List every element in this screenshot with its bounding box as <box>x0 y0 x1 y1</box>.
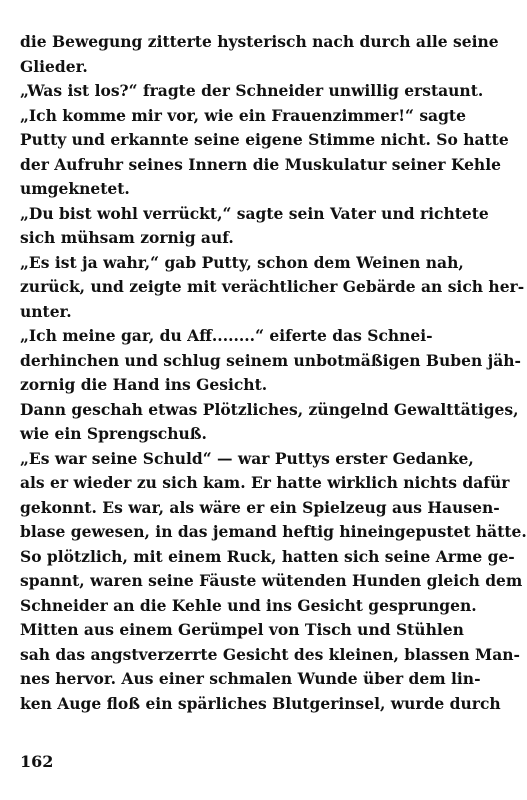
text-line: derhinchen und schlug seinem unbotmäßigen Buben jäh- <box>20 350 521 370</box>
text-line: umgeknetet. <box>20 179 130 198</box>
text-line: gekonnt. Es war, als wäre er ein Spielzeug aus Hausen- <box>20 497 500 517</box>
text-line: als er wieder zu sich kam. Er hatte wirklich nichts dafür <box>20 473 510 492</box>
text-line: Mitten aus einem Gerümpel von Tisch und Stühlen <box>20 620 464 639</box>
text-line: sah das angstverzerrte Gesicht des kleinen, blassen Man- <box>20 644 520 664</box>
text-line: zornig die Hand ins Gesicht. <box>20 375 268 394</box>
text-line: blase gewesen, in das jemand heftig hineingepustet hätte. <box>20 522 527 541</box>
text-line: Dann geschah etwas Plötzliches, züngelnd Gewalttätiges, <box>20 399 519 419</box>
body-text <box>20 30 527 716</box>
text-line: „Ich meine gar, du Aff........“ eiferte das Schnei- <box>20 326 433 345</box>
text-line: „Was ist los?“ fragte der Schneider unwillig erstaunt. <box>20 81 484 100</box>
text-line: wie ein Sprengschuß. <box>20 424 207 443</box>
text-line: unter. <box>20 301 72 321</box>
text-line: ken Auge floß ein spärliches Blutgerinsel, wurde durch <box>20 693 501 713</box>
text-line: „Du bist wohl verrückt,“ sagte sein Vater und richtete <box>20 203 489 223</box>
text-line: Schneider an die Kehle und ins Gesicht gesprungen. <box>20 595 477 615</box>
text-line: spannt, waren seine Fäuste wütenden Hunden gleich dem <box>20 571 523 590</box>
text-line: nes hervor. Aus einer schmalen Wunde über dem lin- <box>20 669 481 688</box>
text-line: Glieder. <box>20 56 88 76</box>
text-line: „Es ist ja wahr,“ gab Putty, schon dem Weinen nah, <box>20 252 464 272</box>
text-line: Putty und erkannte seine eigene Stimme nicht. So hatte <box>20 130 509 149</box>
text-line: So plötzlich, mit einem Ruck, hatten sich seine Arme ge- <box>20 546 515 566</box>
page-number: 162 <box>20 752 54 771</box>
text-line: der Aufruhr seines Innern die Muskulatur seiner Kehle <box>20 154 501 174</box>
text-line: zurück, und zeigte mit verächtlicher Gebärde an sich her- <box>20 277 525 296</box>
text-line: „Ich komme mir vor, wie ein Frauenzimmer!“ sagte <box>20 105 466 125</box>
text-line: „Es war seine Schuld“ — war Puttys erster Gedanke, <box>20 448 474 468</box>
text-line: die Bewegung zitterte hysterisch nach durch alle seine <box>20 32 499 51</box>
text-line: sich mühsam zornig auf. <box>20 228 234 247</box>
